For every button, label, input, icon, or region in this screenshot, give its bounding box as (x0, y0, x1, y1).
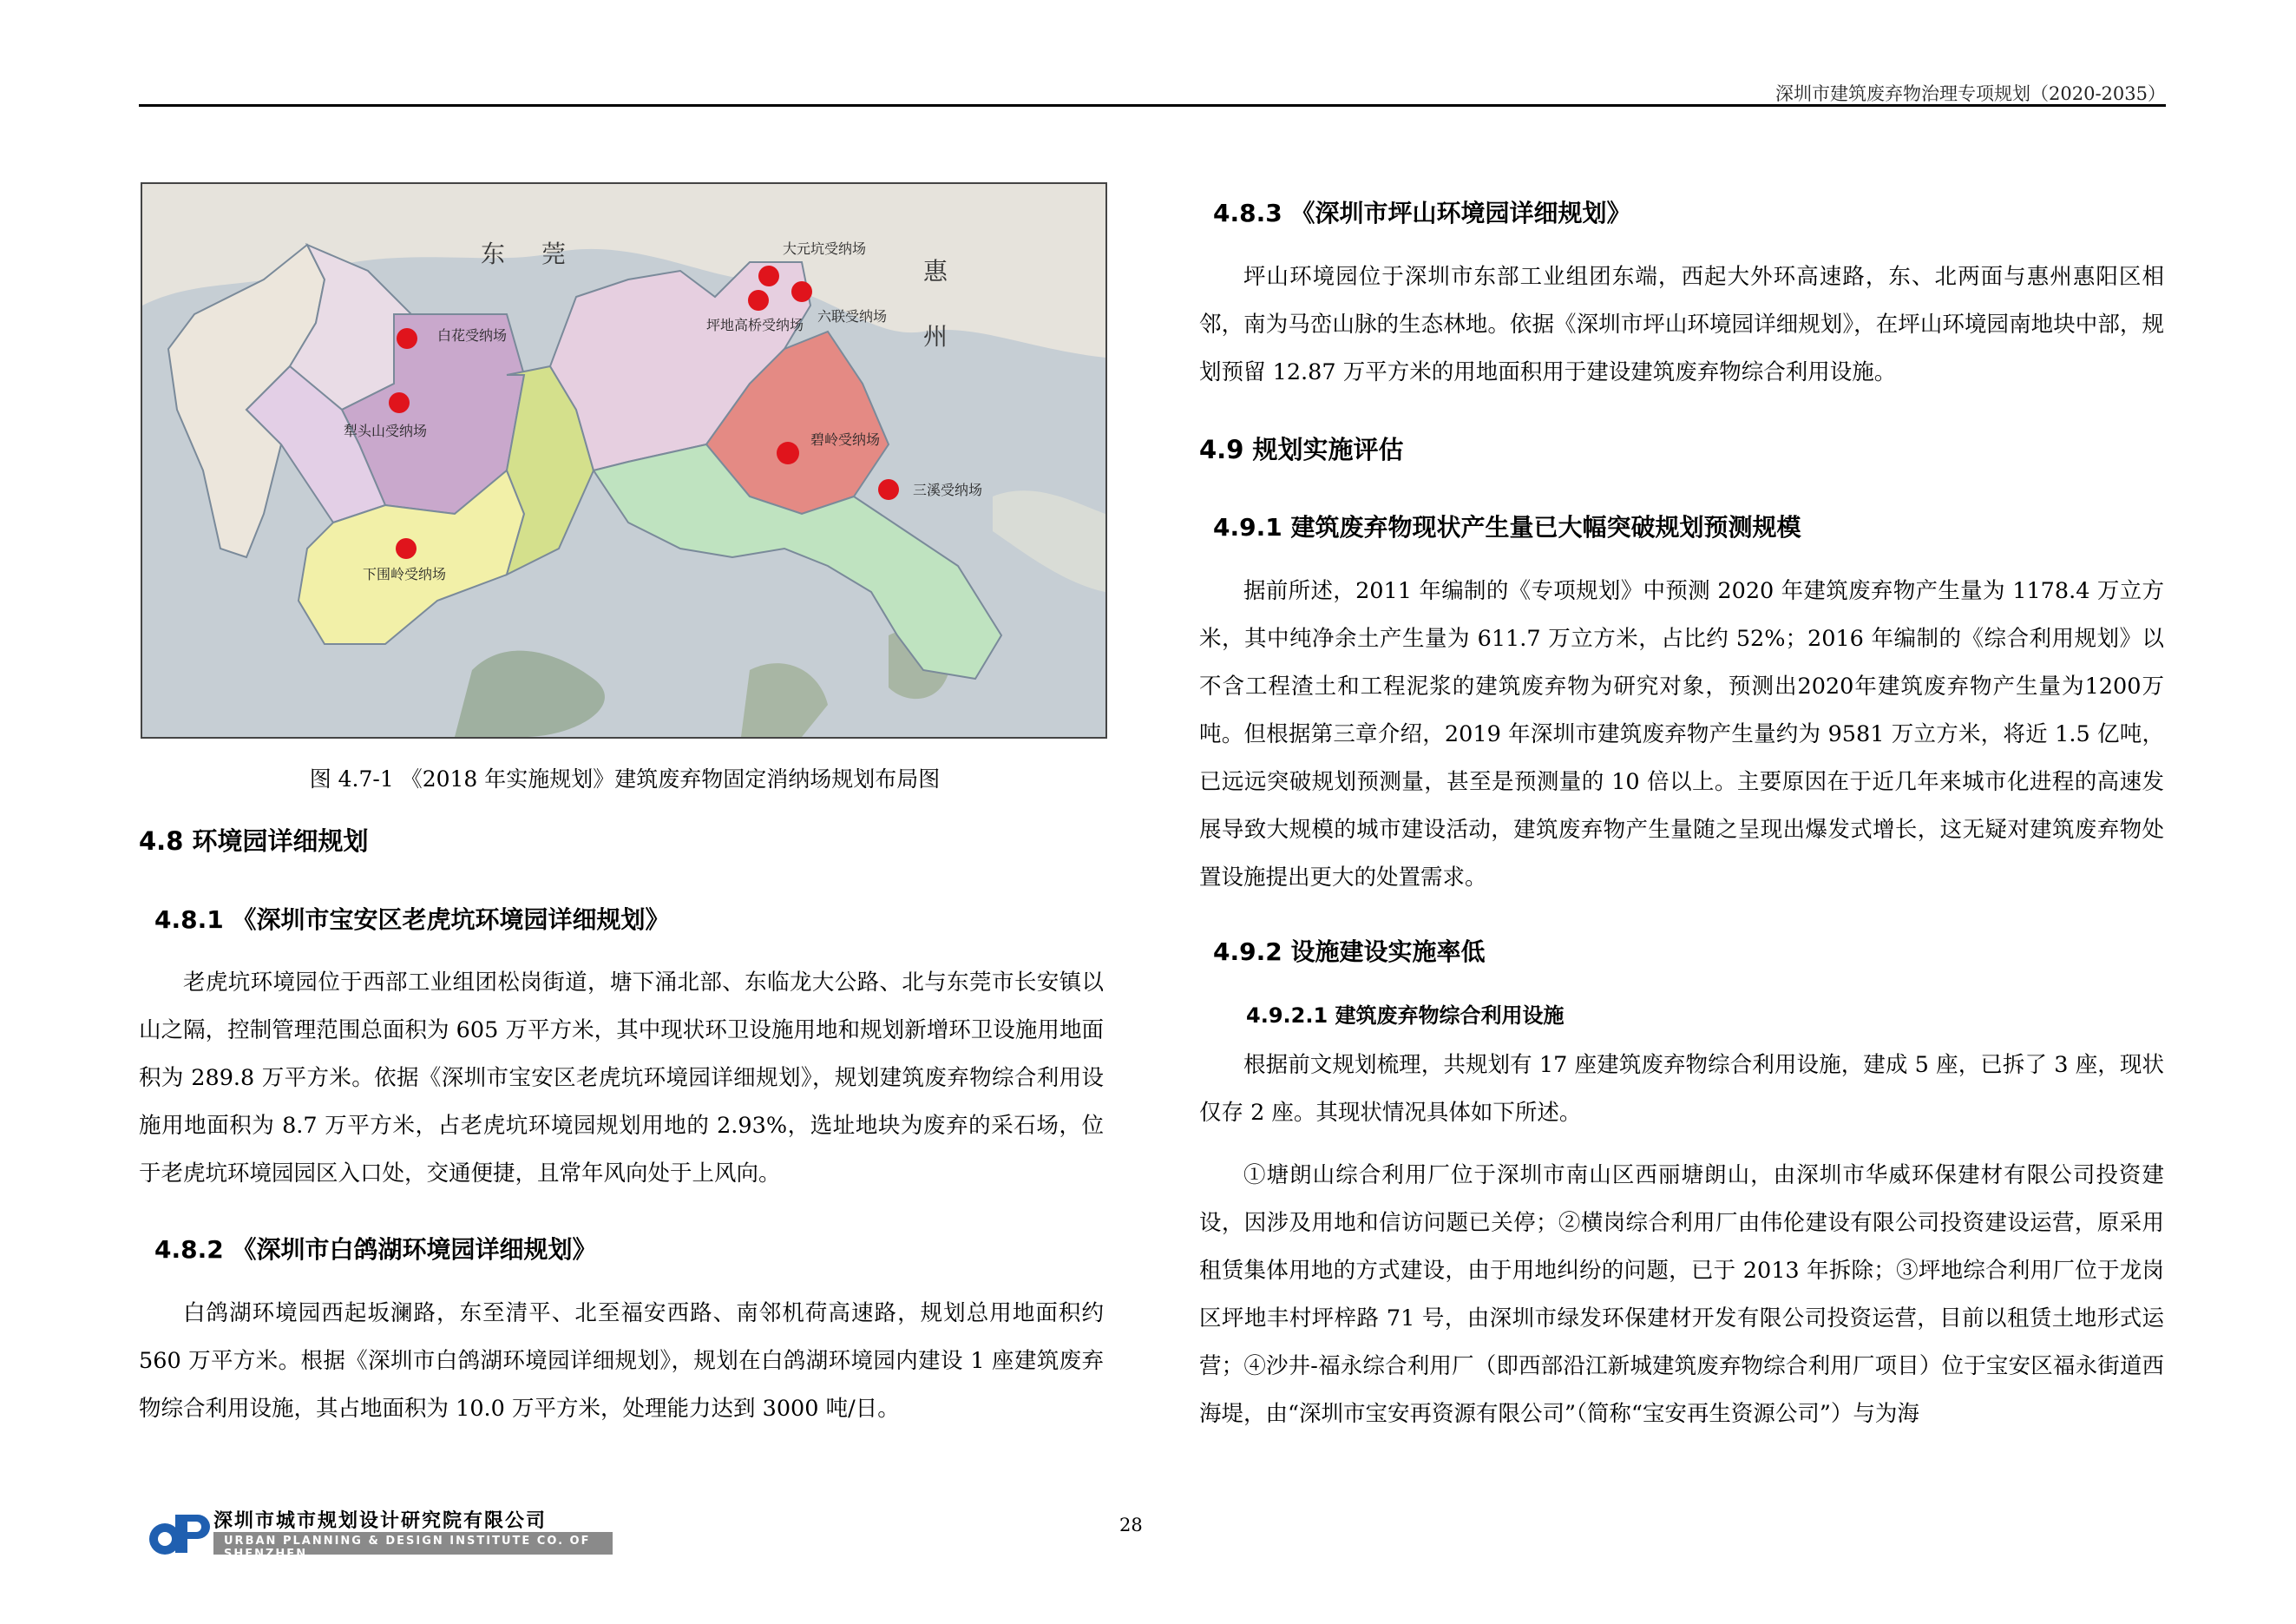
paragraph-4-8-1: 老虎坑环境园位于西部工业组团松岗街道，塘下涌北部、东临龙大公路、北与东莞市长安镇以山之隔，控制管理范围总面积为 605 万平方米，其中现状环卫设施用地和规划新增环卫设施用地面积为 289.8 万平方米。依据《深圳市宝安区老虎坑环境园详细规划》，规划建筑废弃物综合利用设施用地面积为 8.7 万平方米，占老虎坑环境园规划用地的 2.93%，选址地块为废弃的采石场，位于老虎坑环境园园区入口处，交通便捷，且常年风向处于上风向。 (139, 970, 1104, 1187)
site-label: 下围岭受纳场 (363, 566, 447, 582)
section-heading-4-8-1: 4.8.1 《深圳市宝安区老虎坑环境园详细规划》 (154, 905, 670, 934)
page-number: 28 (1119, 1515, 1143, 1535)
place-label-zhou: 州 (923, 322, 948, 351)
institute-logo-icon (146, 1509, 215, 1556)
planning-map (141, 182, 1107, 739)
paragraph-4-8-2: 白鸽湖环境园西起坂澜路，东至清平、北至福安西路、南邻机荷高速路，规划总用地面积约 560 万平方米。根据《深圳市白鸽湖环境园详细规划》，规划在白鸽湖环境园内建设 1 座建筑废弃物综合利用设施，其占地面积为 10.0 万平方米，处理能力达到 3000 吨/日。 (139, 1300, 1104, 1422)
paragraph-4-9-2-1-a: 根据前文规划梳理，共规划有 17 座建筑废弃物综合利用设施，建成 5 座，已拆了 3 座，现状仅存 2 座。其现状情况具体如下所述。 (1199, 1052, 2164, 1126)
header-title: 深圳市建筑废弃物治理专项规划（2020-2035） (1775, 83, 2166, 104)
section-heading-4-9-1: 4.9.1 建筑废弃物现状产生量已大幅突破规划预测规模 (1213, 513, 1801, 542)
header-rule (139, 104, 2166, 107)
place-label-dong: 东 (481, 240, 506, 268)
section-heading-4-9-2: 4.9.2 设施建设实施率低 (1213, 937, 1486, 966)
site-label: 坪地高桥受纳场 (706, 317, 804, 333)
site-label: 碧岭受纳场 (810, 431, 881, 448)
site-marker (878, 479, 982, 500)
page-header (0, 0, 2296, 113)
section-heading-4-9-2-1: 4.9.2.1 建筑废弃物综合利用设施 (1246, 1003, 1565, 1028)
footer-logo (146, 1506, 614, 1560)
institute-name-cn: 深圳市城市规划设计研究院有限公司 (213, 1510, 548, 1532)
figure-caption: 图 4.7-1 《2018 年实施规划》建筑废弃物固定消纳场规划布局图 (309, 766, 941, 792)
section-heading-4-9: 4.9 规划实施评估 (1199, 435, 1404, 464)
paragraph-4-8-3: 坪山环境园位于深圳市东部工业组团东端，西起大外环高速路，东、北两面与惠州惠阳区相邻，南为马峦山脉的生态林地。依据《深圳市坪山环境园详细规划》，在坪山环境园南地块中部，规划预留 12.87 万平方米的用地面积用于建设建筑废弃物综合利用设施。 (1199, 264, 2164, 385)
site-label: 犁头山受纳场 (344, 423, 428, 439)
paragraph-4-9-2-1-b: ①塘朗山综合利用厂位于深圳市南山区西丽塘朗山，由深圳市华威环保建材有限公司投资建设，因涉及用地和信访问题已关停；②横岗综合利用厂由伟伦建设有限公司投资建设运营，原采用租赁集体用地的方式建设，由于用地纠纷的问题，已于 2013 年拆除；③坪地综合利用厂位于龙岗区坪地丰村坪梓路 71 号，由深圳市绿发环保建材开发有限公司投资运营，目前以租赁土地形式运营；④沙井-福永综合利用厂（即西部沿江新城建筑废弃物综合利用厂项目）位于宝安区福永街道西海堤，由“深圳市宝安再资源有限公司”（简称“宝安再生资源公司”）与为海 (1199, 1162, 2164, 1427)
section-heading-4-8-3: 4.8.3 《深圳市坪山环境园详细规划》 (1213, 199, 1631, 227)
site-label: 大元坑受纳场 (783, 240, 867, 257)
paragraph-4-9-1: 据前所述，2011 年编制的《专项规划》中预测 2020 年建筑废弃物产生量为 1178.4 万立方米，其中纯净余土产生量为 611.7 万立方米，占比约 52%；2016 年编制的《综合利用规划》以不含工程渣土和工程泥浆的建筑废弃物为研究对象，预测出2020年建筑废弃物产生量为1200万吨。但根据第三章介绍，2019 年深圳市建筑废弃物产生量约为 9581 万立方米，将近 1.5 亿吨，已远远突破规划预测量，甚至是预测量的 10 倍以上。主要原因在于近几年来城市化进程的高速发展导致大规模的城市建设活动，建筑废弃物产生量随之呈现出爆发式增长，这无疑对建筑废弃物处置设施提出更大的处置需求。 (1199, 578, 2164, 891)
site-label: 六联受纳场 (817, 308, 888, 325)
site-label: 白花受纳场 (437, 327, 508, 344)
institute-name-en: URBAN PLANNING & DESIGN INSTITUTE CO. OF SHENZHEN (224, 1535, 591, 1561)
site-label: 三溪受纳场 (913, 482, 983, 498)
section-heading-4-8: 4.8 环境园详细规划 (139, 826, 369, 856)
place-label-hui: 惠 (923, 257, 948, 286)
map-graphic (142, 184, 1105, 737)
section-heading-4-8-2: 4.8.2 《深圳市白鸽湖环境园详细规划》 (154, 1235, 597, 1264)
place-label-guan: 莞 (541, 240, 567, 268)
